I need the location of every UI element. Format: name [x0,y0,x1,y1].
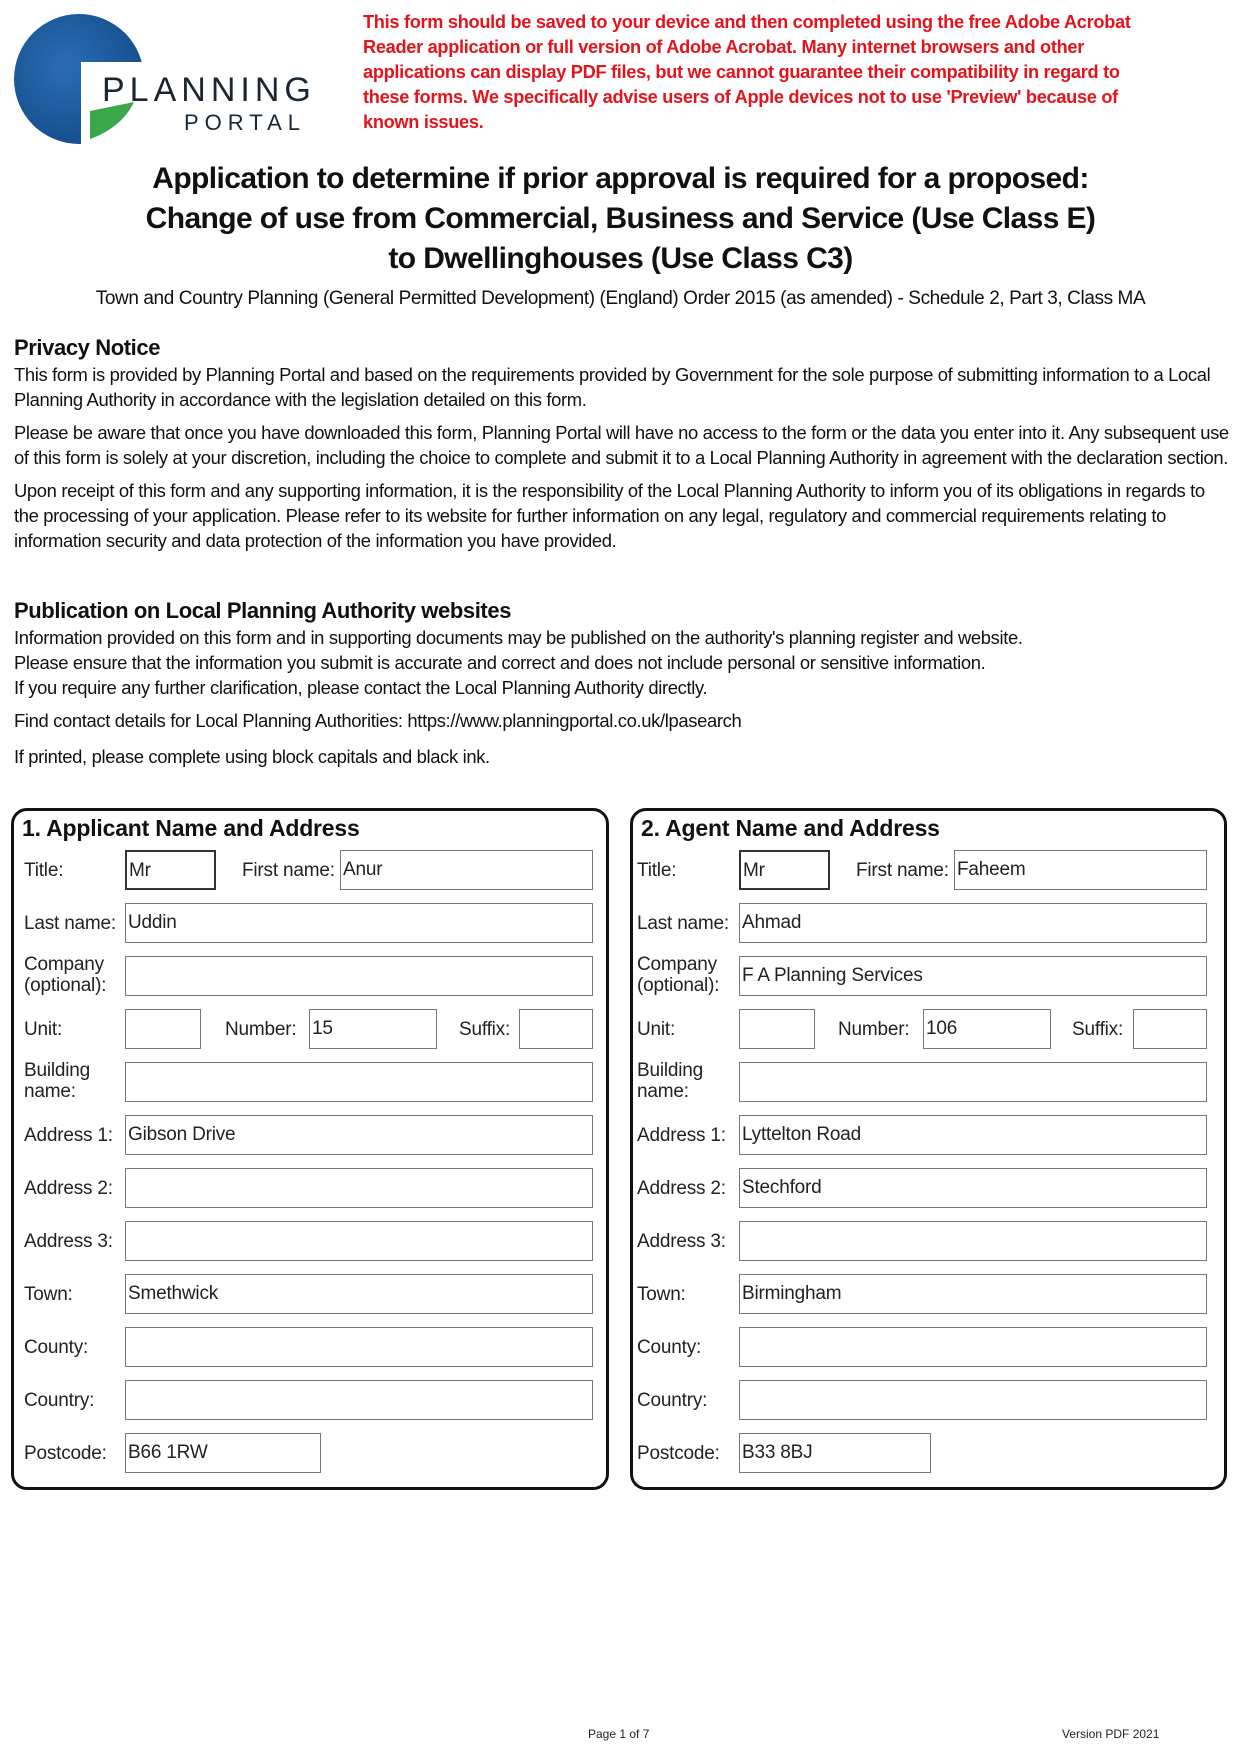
agent-title-field[interactable]: Mr [739,850,830,890]
address2-label: Address 2: [637,1178,726,1199]
postcode-label: Postcode: [637,1443,720,1464]
compatibility-warning [363,10,1233,135]
agent-postcode-field[interactable]: B33 8BJ [739,1433,931,1473]
title-label: Title: [637,860,677,881]
applicant-company-field[interactable] [125,956,593,996]
agent-country-field[interactable] [739,1380,1207,1420]
number-label: Number: [838,1019,910,1040]
agent-suffix-field[interactable] [1133,1009,1207,1049]
applicant-county-field[interactable] [125,1327,593,1367]
first-name-label: First name: [242,860,335,881]
planning-portal-logo [14,14,314,144]
logo-text-portal: PORTAL [184,110,306,135]
applicant-suffix-field[interactable] [519,1009,593,1049]
agent-building-field[interactable] [739,1062,1207,1102]
postcode-label: Postcode: [24,1443,107,1464]
address2-label: Address 2: [24,1178,113,1199]
applicant-first-name-field[interactable]: Anur [340,850,593,890]
company-label-line: Company [637,954,717,975]
county-label: County: [637,1337,702,1358]
agent-address1-field[interactable]: Lyttelton Road [739,1115,1207,1155]
building-label-line: name: [637,1081,689,1102]
warning-line: Reader application or full version of Adobe Acrobat. Many internet browsers and other [363,37,1084,57]
town-label: Town: [24,1284,73,1305]
publication-notice [14,597,1229,769]
company-label [637,954,719,996]
warning-line: This form should be saved to your device and then completed using the free Adobe Acrobat [363,12,1131,32]
title-label: Title: [24,860,64,881]
publication-line: If you require any further clarification, please contact the Local Planning Authority directly. [14,677,708,698]
building-name-label [24,1060,90,1102]
logo-text-planning: PLANNING [102,71,316,109]
agent-county-field[interactable] [739,1327,1207,1367]
privacy-paragraph: Please be aware that once you have downloaded this form, Planning Portal will have no access to the form or the data you enter into it. Any subsequent use of this form is solely at your discretion, including the choice to complete and submit it to a Local Planning Authority in agreement with the declaration section. [14,422,1229,468]
agent-town-field[interactable]: Birmingham [739,1274,1207,1314]
privacy-notice [14,334,1229,561]
town-label: Town: [637,1284,686,1305]
applicant-number-field[interactable]: 15 [309,1009,437,1049]
page-number: Page 1 of 7 [588,1727,650,1741]
address3-label: Address 3: [24,1231,113,1252]
agent-unit-field[interactable] [739,1009,815,1049]
company-label [24,954,106,996]
print-note: If printed, please complete using block capitals and black ink. [14,746,490,767]
applicant-section [11,808,609,1490]
company-label-line: (optional): [24,975,107,996]
agent-last-name-field[interactable]: Ahmad [739,903,1207,943]
last-name-label: Last name: [24,913,116,934]
company-label-line: (optional): [637,975,720,996]
country-label: Country: [637,1390,708,1411]
applicant-address3-field[interactable] [125,1221,593,1261]
applicant-address2-field[interactable] [125,1168,593,1208]
title-line: to Dwellinghouses (Use Class C3) [388,242,853,275]
warning-line: known issues. [363,112,484,132]
version-label: Version PDF 2021 [1062,1727,1160,1741]
country-label: Country: [24,1390,95,1411]
unit-label: Unit: [24,1019,63,1040]
address3-label: Address 3: [637,1231,726,1252]
building-name-label [637,1060,703,1102]
applicant-last-name-field[interactable]: Uddin [125,903,593,943]
title-line: Application to determine if prior approval is required for a proposed: [152,162,1089,195]
applicant-unit-field[interactable] [125,1009,201,1049]
legislation-subtitle: Town and Country Planning (General Permitted Development) (England) Order 2015 (as amended) - Schedule 2, Part 3, Class MA [95,288,1146,309]
agent-address2-field[interactable]: Stechford [739,1168,1207,1208]
agent-heading: 2. Agent Name and Address [641,815,940,841]
suffix-label: Suffix: [1072,1019,1124,1040]
publication-heading: Publication on Local Planning Authority websites [14,598,512,623]
agent-first-name-field[interactable]: Faheem [954,850,1207,890]
agent-address3-field[interactable] [739,1221,1207,1261]
warning-line: applications can display PDF files, but we cannot guarantee their compatibility in regard to [363,62,1120,82]
warning-line: these forms. We specifically advise users of Apple devices not to use 'Preview' because of [363,87,1118,107]
privacy-heading: Privacy Notice [14,335,161,360]
privacy-paragraph: This form is provided by Planning Portal and based on the requirements provided by Government for the sole purpose of submitting information to a Local Planning Authority in accordance with the legislation detailed on this form. [14,364,1211,410]
applicant-country-field[interactable] [125,1380,593,1420]
building-label-line: Building [24,1060,91,1081]
county-label: County: [24,1337,89,1358]
last-name-label: Last name: [637,913,729,934]
lpa-contact-link[interactable]: Find contact details for Local Planning Authorities: https://www.planningportal.co.uk/lpasearch [14,710,742,731]
applicant-postcode-field[interactable]: B66 1RW [125,1433,321,1473]
number-label: Number: [225,1019,297,1040]
form-title [0,159,1241,279]
agent-number-field[interactable]: 106 [923,1009,1051,1049]
address1-label: Address 1: [24,1125,113,1146]
applicant-town-field[interactable]: Smethwick [125,1274,593,1314]
suffix-label: Suffix: [459,1019,511,1040]
building-label-line: name: [24,1081,76,1102]
company-label-line: Company [24,954,104,975]
applicant-heading: 1. Applicant Name and Address [22,815,360,841]
address1-label: Address 1: [637,1125,726,1146]
title-line: Change of use from Commercial, Business and Service (Use Class E) [145,202,1096,235]
publication-line: Please ensure that the information you submit is accurate and correct and does not include personal or sensitive information. [14,652,986,673]
agent-section [630,808,1227,1490]
applicant-address1-field[interactable]: Gibson Drive [125,1115,593,1155]
privacy-paragraph: Upon receipt of this form and any supporting information, it is the responsibility of the Local Planning Authority to inform you of its obligations in regards to the processing of your application. Please refer to its website for further information on any legal, regulatory and commercial requirements relating to information security and data protection of the information you have provided. [14,480,1205,551]
publication-line: Information provided on this form and in supporting documents may be published on the authority's planning register and website. [14,627,1023,648]
building-label-line: Building [637,1060,704,1081]
applicant-title-field[interactable]: Mr [125,850,216,890]
agent-company-field[interactable]: F A Planning Services [739,956,1207,996]
applicant-building-field[interactable] [125,1062,593,1102]
unit-label: Unit: [637,1019,676,1040]
first-name-label: First name: [856,860,949,881]
